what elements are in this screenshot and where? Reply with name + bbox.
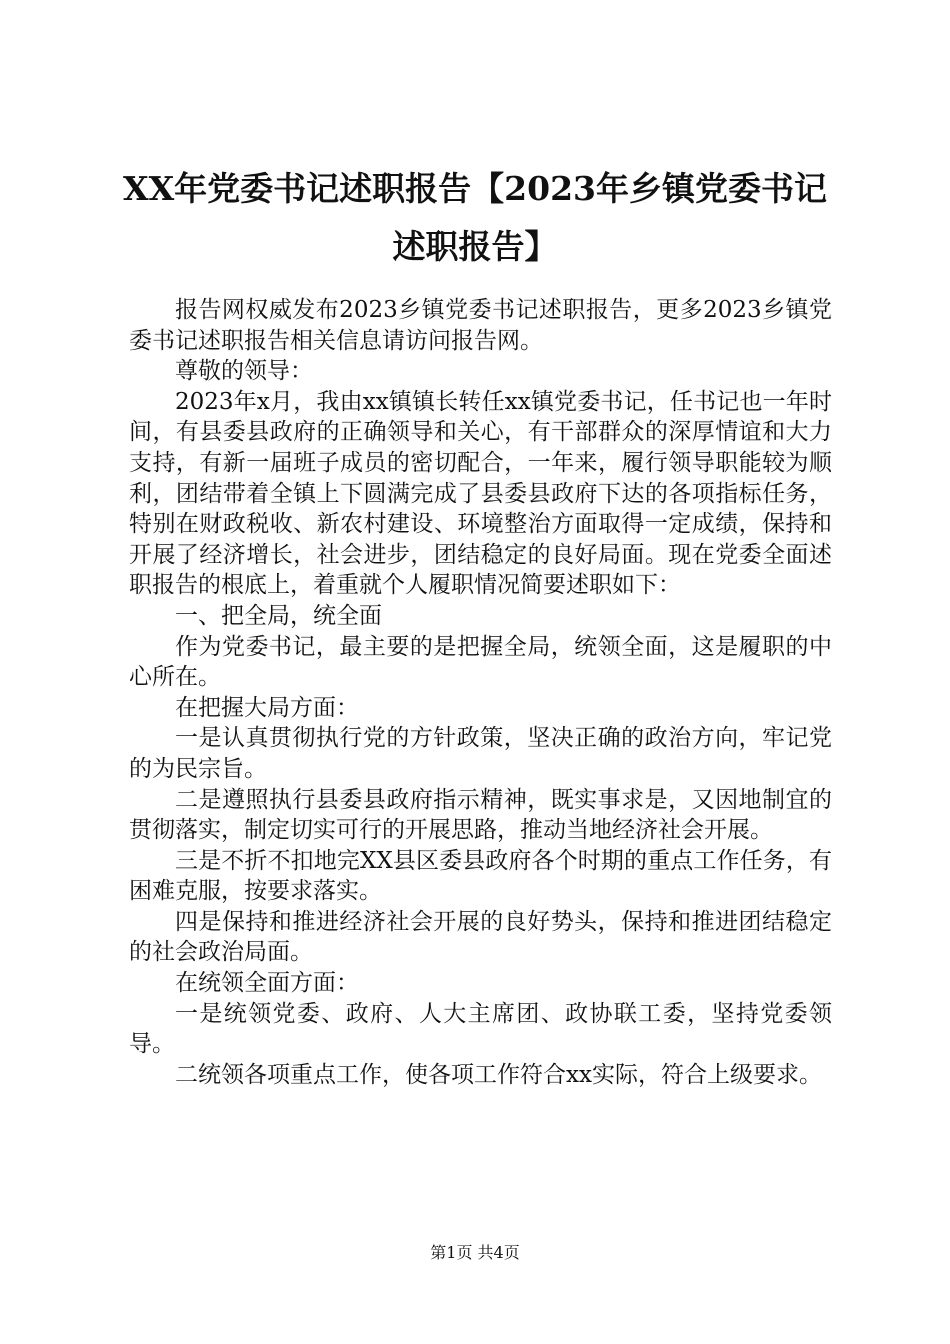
document-body xyxy=(129,295,832,1090)
section-heading: 一、把全局，统全面 xyxy=(175,602,382,629)
paragraph-intro: 报告网权威发布2023乡镇党委书记述职报告，更多2023乡镇党委书记述职报告相关信息请访问报告网。 xyxy=(129,297,832,354)
subsection-heading: 在把握大局方面： xyxy=(175,694,359,721)
list-item: 四是保持和推进经济社会开展的良好势头，保持和推进团结稳定的社会政治局面。 xyxy=(129,908,832,966)
list-item: 三是不折不扣地完XX县区委县政府各个时期的重点工作任务，有困难克服，按要求落实。 xyxy=(129,847,832,905)
page-number-footer: 第1页 共4页 xyxy=(430,1243,520,1262)
document-title: XX年党委书记述职报告【2023年乡镇党委书记述职报告】 xyxy=(122,169,828,266)
list-item: 二统领各项重点工作，使各项工作符合xx实际，符合上级要求。 xyxy=(175,1061,822,1088)
paragraph: 作为党委书记，最主要的是把握全局，统领全面，这是履职的中心所在。 xyxy=(129,633,832,691)
list-item: 二是遵照执行县委县政府指示精神，既实事求是，又因地制宜的贯彻落实，制定切实可行的开展思路，推动当地经济社会开展。 xyxy=(129,786,832,844)
list-item: 一是认真贯彻执行党的方针政策，坚决正确的政治方向，牢记党的为民宗旨。 xyxy=(129,725,832,782)
subsection-heading: 在统领全面方面： xyxy=(175,970,359,997)
paragraph-overview: 2023年x月，我由xx镇镇长转任xx镇党委书记，任书记也一年时间，有县委县政府的正确领导和关心，有干部群众的深厚情谊和大力支持，有新一届班子成员的密切配合，一年来，履行领导职能较为顺利，团结带着全镇上下圆满完成了县委县政府下达的各项指标任务，特别在财政税收、新农村建设、环境整治方面取得一定成绩，保持和开展了经济增长，社会进步，团结稳定的良好局面。现在党委全面述职报告的根底上，着重就个人履职情况简要述职如下： xyxy=(129,388,832,599)
paragraph-salutation: 尊敬的领导： xyxy=(175,358,313,385)
list-item: 一是统领党委、政府、人大主席团、政协联工委，坚持党委领导。 xyxy=(129,1000,832,1058)
